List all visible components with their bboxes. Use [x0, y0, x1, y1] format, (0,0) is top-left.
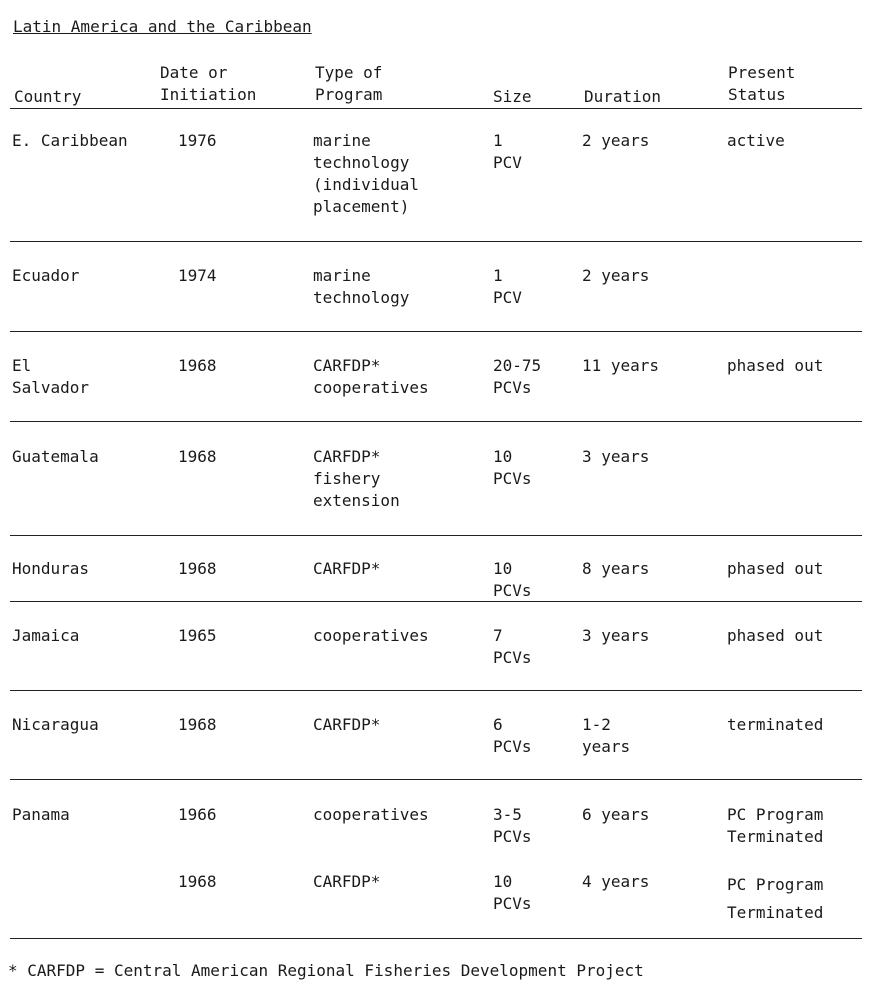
cell-country: Ecuador — [12, 266, 80, 285]
header-status-line2: Status — [728, 85, 786, 104]
cell-size: 1 PCV — [493, 131, 522, 172]
cell-date: 1974 — [178, 266, 217, 285]
cell-size: 6 PCVs — [493, 715, 532, 756]
cell-duration: 2 years — [582, 131, 650, 150]
cell-duration: 1-2 years — [582, 715, 631, 756]
cell-status: phased out — [727, 626, 824, 645]
table-bottom-rule — [10, 938, 862, 939]
cell-date: 1968 — [178, 715, 217, 734]
cell-status: terminated — [727, 715, 824, 734]
cell-size: 3-5 PCVs — [493, 805, 532, 846]
cell-status: phased out — [727, 356, 824, 375]
header-type-line1: Type of — [315, 63, 383, 82]
cell-type: cooperatives — [313, 805, 429, 824]
cell-duration: 4 years — [582, 872, 650, 891]
cell-type: CARFDP* — [313, 872, 381, 891]
footnote: * CARFDP = Central American Regional Fisheries Development Project — [8, 961, 644, 980]
header-type — [315, 62, 382, 106]
cell-date: 1966 — [178, 805, 217, 824]
header-rule — [10, 108, 862, 109]
cell-duration: 11 years — [582, 356, 660, 375]
row-rule — [10, 601, 862, 602]
row-rule — [10, 779, 862, 780]
cell-status: phased out — [727, 559, 824, 578]
cell-country: El Salvador — [12, 356, 90, 397]
cell-duration: 8 years — [582, 559, 650, 578]
cell-country: Honduras — [12, 559, 90, 578]
cell-country: Panama — [12, 805, 70, 824]
cell-type: CARFDP* — [313, 559, 381, 578]
header-status — [728, 62, 795, 106]
cell-country: Jamaica — [12, 626, 80, 645]
header-type-line2: Program — [315, 85, 383, 104]
cell-date: 1965 — [178, 626, 217, 645]
cell-duration: 6 years — [582, 805, 650, 824]
header-date — [160, 62, 256, 106]
header-duration: Duration — [584, 87, 662, 106]
header-size: Size — [493, 87, 532, 106]
cell-size: 7 PCVs — [493, 626, 532, 667]
cell-type: CARFDP* — [313, 715, 381, 734]
cell-date: 1968 — [178, 559, 217, 578]
row-rule — [10, 241, 862, 242]
cell-duration: 2 years — [582, 266, 650, 285]
cell-date: 1976 — [178, 131, 217, 150]
cell-type: marine technology (individual placement) — [313, 131, 419, 216]
row-rule — [10, 535, 862, 536]
header-country: Country — [14, 87, 82, 106]
cell-status: PC Program Terminated — [727, 805, 824, 846]
cell-country: Guatemala — [12, 447, 99, 466]
cell-size: 10 PCVs — [493, 559, 532, 600]
cell-country: Nicaragua — [12, 715, 99, 734]
cell-date: 1968 — [178, 872, 217, 891]
table-title: Latin America and the Caribbean — [13, 17, 312, 36]
cell-type: CARFDP* fishery extension — [313, 447, 400, 510]
row-rule — [10, 690, 862, 691]
header-status-line1: Present — [728, 63, 796, 82]
row-rule — [10, 331, 862, 332]
cell-duration: 3 years — [582, 447, 650, 466]
cell-date: 1968 — [178, 356, 217, 375]
cell-duration: 3 years — [582, 626, 650, 645]
cell-type: marine technology — [313, 266, 410, 307]
row-rule — [10, 421, 862, 422]
cell-type: cooperatives — [313, 626, 429, 645]
cell-date: 1968 — [178, 447, 217, 466]
cell-size: 1 PCV — [493, 266, 522, 307]
cell-country: E. Caribbean — [12, 131, 128, 150]
cell-size: 20-75 PCVs — [493, 356, 542, 397]
cell-status: PC Program Terminated — [727, 875, 824, 922]
cell-size: 10 PCVs — [493, 872, 532, 913]
cell-size: 10 PCVs — [493, 447, 532, 488]
cell-type: CARFDP* cooperatives — [313, 356, 429, 397]
header-date-line1: Date or — [160, 63, 228, 82]
header-date-line2: Initiation — [160, 85, 257, 104]
cell-status: active — [727, 131, 785, 150]
